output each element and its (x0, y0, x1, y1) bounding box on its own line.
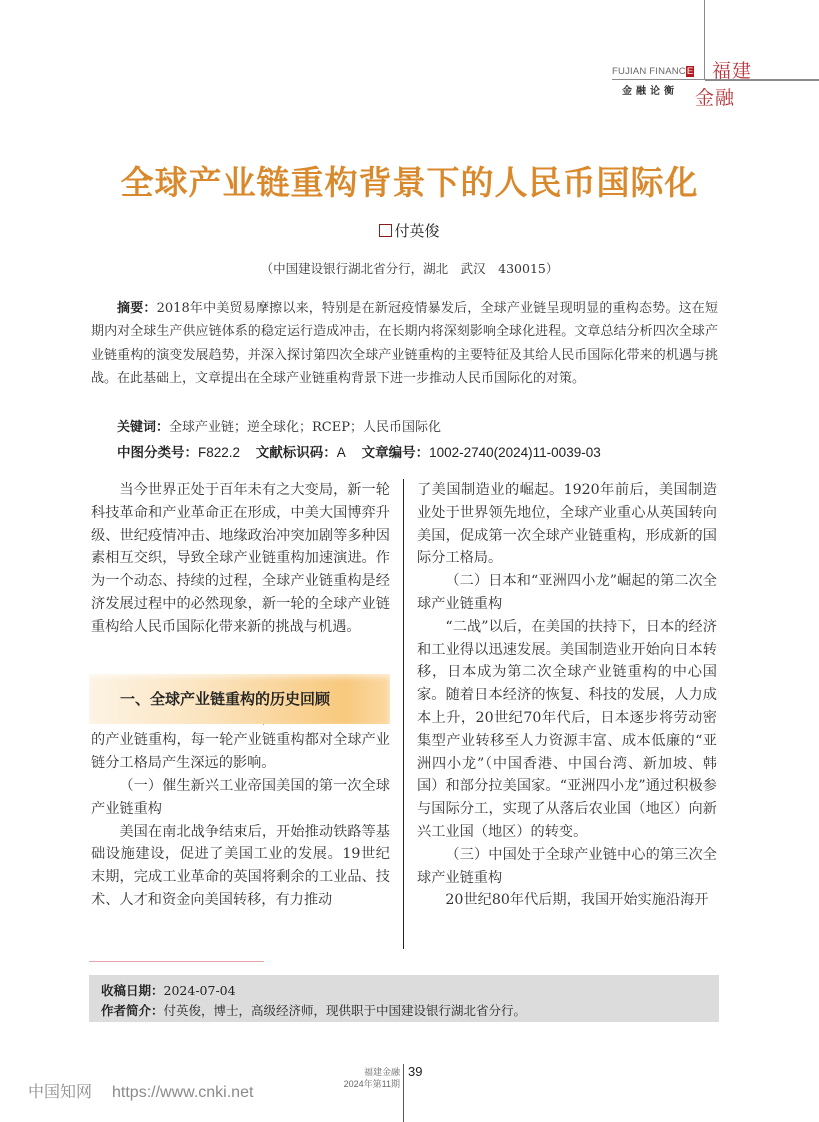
clc-label: 中图分类号： (117, 445, 198, 460)
footer-divider (403, 1064, 404, 1122)
watermark-cn: 中国知网 (28, 1084, 93, 1101)
journal-english-name (612, 66, 694, 77)
paragraph: 20世纪80年代后期，我国开始实施沿海开 (445, 892, 709, 909)
author-bio (101, 1001, 526, 1019)
classification-line (117, 441, 601, 461)
abstract-label: 摘要： (117, 300, 157, 315)
journal-logo-line2: 金融 (695, 87, 736, 109)
page-number: 39 (408, 1064, 423, 1079)
journal-english-last-letter: E (686, 66, 694, 77)
subsection-heading-2: （二）日本和“亚洲四小龙”崛起的第二次全球产业链重构 (417, 573, 717, 612)
column-divider (403, 479, 404, 949)
footnote-box (89, 975, 719, 1022)
affiliation: （中国建设银行湖北省分行，湖北 武汉 430015） (260, 261, 559, 276)
received-date (101, 981, 236, 999)
section-heading: 一、全球产业链重构的历史回顾 (120, 691, 331, 708)
footer-issue: 2024年第11期 (343, 1079, 400, 1089)
article-no-label: 文章编号： (361, 445, 430, 460)
doc-code-value: A (336, 445, 346, 460)
keywords (117, 416, 441, 435)
footer-journal-name: 福建金融 (363, 1067, 400, 1077)
header-rule-left (612, 79, 706, 80)
body-column-right (417, 479, 717, 912)
clc-value: F822.2 (198, 445, 241, 460)
header-vertical-rule (704, 0, 705, 79)
abstract-text: 2018年中美贸易摩擦以来，特别是在新冠疫情暴发后，全球产业链呈现明显的重构态势。这在短期内对全球生产供应链体系的稳定运行造成冲击，在长期内将深刻影响全球化进程。文章总结分析四次全球产业链重构的演变发展趋势，并深入探讨第四次全球产业链重构的主要特征及其给人民币国际化带来的机遇与挑战。在此基础上，文章提出在全球产业链重构背景下进一步推动人民币国际化的对策。 (91, 301, 718, 387)
footnote-rule (89, 961, 264, 962)
keywords-label: 关键词： (117, 419, 170, 434)
doc-code-label: 文献标识码： (255, 445, 337, 460)
watermark-url[interactable]: https://www.cnki.net (112, 1084, 254, 1101)
author-marker-icon (379, 224, 392, 237)
article-title: 全球产业链重构背景下的人民币国际化 (120, 163, 699, 202)
cnki-watermark (28, 1079, 253, 1102)
paragraph: “二战”以后，在美国的扶持下，日本的经济和工业得以迅速发展。美国制造业开始向日本转移，日本成为第二次全球产业链重构的中心国家。随着日本经济的恢复、科技的发展，人力成本上升，20世纪70年代后，日本逐步将劳动密集型产业转移至人力资源丰富、成本低廉的“亚洲四小龙”（中国香港、中国台湾、新加坡、韩国）和部分拉美国家。“亚洲四小龙”通过积极参与国际分工，实现了从落后农业国（地区）向新兴工业国（地区）的转变。 (417, 618, 717, 840)
column-name: 金融论衡 (622, 86, 678, 97)
journal-logo-line1: 福建 (712, 60, 753, 82)
author-line (0, 220, 819, 241)
journal-english-main: FUJIAN FINANC (612, 66, 686, 77)
paragraph-continuation: 了美国制造业的崛起。1920年前后，美国制造业处于世界领先地位，全球产业重心从英国转向美国，促成第一次全球产业链重构，形成新的国际分工格局。 (417, 482, 717, 567)
bio-label: 作者简介： (101, 1004, 164, 1018)
subsection-heading-3: （三）中国处于全球产业链中心的第三次全球产业链重构 (417, 846, 717, 886)
subsection-heading-1: （一）催生新兴工业帝国美国的第一次全球产业链重构 (91, 777, 390, 817)
abstract (91, 296, 718, 391)
section-heading-banner (89, 674, 390, 724)
intro-paragraph: 当今世界正处于百年未有之大变局，新一轮科技革命和产业革命正在形成，中美大国博弈升级、世纪疫情冲击、地缘政治冲突加剧等多种因素相互交织，导致全球产业链重构加速演进。作为一个动态、持续的过程，全球产业链重构是经济发展过程中的必然现象，新一轮的全球产业链重构给人民币国际化带来新的挑战与机遇。 (91, 482, 390, 635)
keywords-text: 全球产业链；逆全球化；RCEP；人民币国际化 (169, 420, 441, 435)
article-no-value: 1002-2740(2024)11-0039-03 (429, 445, 601, 460)
paragraph: 的产业链重构，每一轮产业链重构都对全球产业链分工格局产生深远的影响。 (91, 732, 390, 772)
received-value: 2024-07-04 (163, 983, 236, 998)
received-label: 收稿日期： (101, 984, 164, 998)
author-name: 付英俊 (394, 223, 440, 240)
paragraph: 美国在南北战争结束后，开始推动铁路等基础设施建设，促进了美国工业的发展。19世纪末期，完成工业革命的英国将剩余的工业品、技术、人才和资金向美国转移，有力推动 (91, 823, 390, 908)
bio-value: 付英俊，博士，高级经济师，现供职于中国建设银行湖北省分行。 (163, 1003, 527, 1018)
